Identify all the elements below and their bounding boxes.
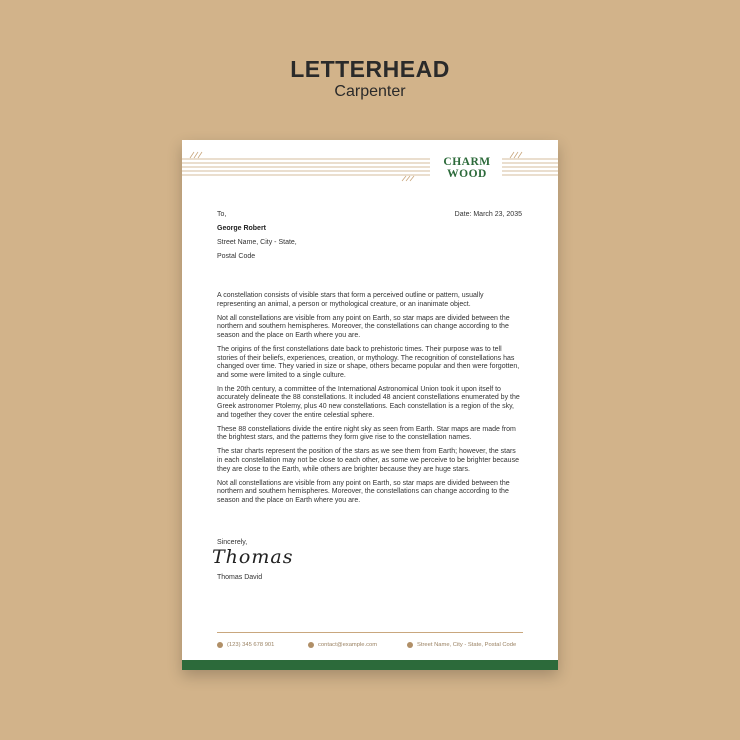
- body-paragraph: The star charts represent the position of the stars as we see them from Earth; however, the stars in each constellation may not be close to each other, as some we perceive to be brighter because they are close to the Earth, while others are brighter because they are huge stars.: [217, 448, 519, 473]
- footer-phone: [217, 642, 274, 648]
- body-paragraph: The origins of the first constellations date back to prehistoric times. Their purpose was to tell stories of their beliefs, experiences, creation, or mythology. The recognition of constellations has changed over time. They varied in size or shape, others became popular and then were forgotten, and some were limited to a single culture.: [217, 345, 520, 379]
- brand-logo: [432, 156, 502, 180]
- body-paragraph: Not all constellations are visible from any point on Earth, so star maps are divided between the northern and southern hemispheres. Moreover, the constellations can change according to the season and the place on Earth where you are.: [217, 314, 510, 339]
- body-paragraph: These 88 constellations divide the entire night sky as seen from Earth. Star maps are made from the brightest stars, and the patterns they form give rise to the constellation names.: [217, 425, 516, 442]
- phone-text: (123) 345 678 901: [227, 642, 275, 648]
- body-paragraph: In the 20th century, a committee of the International Astronomical Union took it upon itself to accurately delineate the 88 constellations. It included 48 ancient constellations enumerated by the Greek astronomer Ptolemy, plus 40 new constellations. Each constellation is a region of the sky, and together they cover the entire celestial sphere.: [217, 385, 520, 419]
- email-icon: [308, 642, 314, 648]
- location-icon: [407, 642, 413, 648]
- footer-divider: [217, 632, 523, 633]
- page-subtitle: Carpenter: [334, 83, 406, 100]
- address-text: Street Name, City - State, Postal Code: [417, 642, 517, 648]
- recipient-address: [217, 225, 297, 267]
- brand-line-1: CHARM: [443, 156, 491, 168]
- body-paragraph: Not all constellations are visible from any point on Earth, so star maps are divided between the northern and southern hemispheres. Moreover, the constellations can change according to the season and the place on Earth where you are.: [217, 479, 510, 504]
- letterhead-paper: [182, 140, 558, 670]
- recipient-name: George Robert: [217, 225, 267, 232]
- phone-icon: [217, 642, 223, 648]
- closing: Sincerely,: [217, 539, 248, 546]
- footer-email: [308, 642, 377, 648]
- to-label: To,: [217, 211, 227, 218]
- letter-date: Date: March 23, 2035: [454, 211, 522, 218]
- footer-bar: [182, 660, 558, 670]
- signature: Thomas: [212, 546, 294, 568]
- footer-address: [407, 642, 516, 648]
- signer-name: Thomas David: [217, 574, 263, 581]
- recipient-street: Street Name, City - State,: [217, 239, 297, 246]
- recipient-postal: Postal Code: [217, 253, 256, 260]
- letter-body: [217, 292, 523, 511]
- email-text: contact@example.com: [318, 642, 378, 648]
- brand-line-2: WOOD: [447, 168, 487, 180]
- body-paragraph: A constellation consists of visible stars that form a perceived outline or pattern, usually representing an animal, a person or mythological creature, or an inanimate object.: [217, 292, 484, 308]
- page-title: LETTERHEAD: [290, 56, 450, 82]
